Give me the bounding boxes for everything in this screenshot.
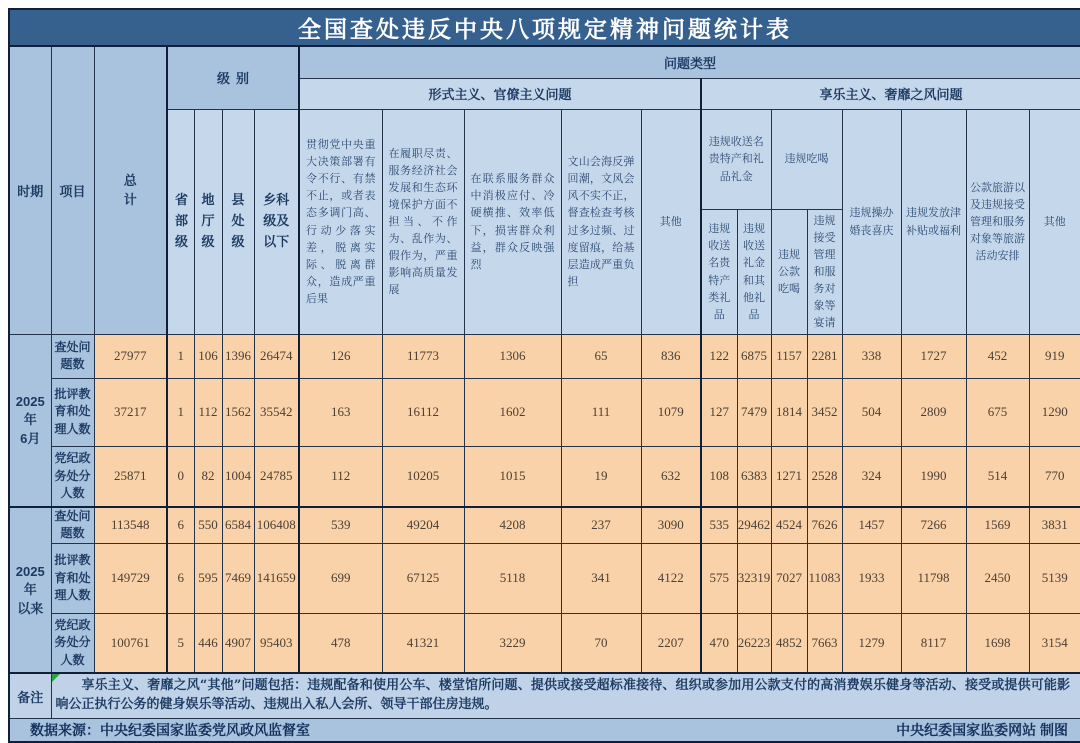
value-cell: 112 (299, 446, 382, 507)
value-cell: 4208 (464, 507, 561, 543)
value-cell: 341 (561, 543, 641, 613)
note-cell (51, 673, 1080, 718)
header-hedonism-group: 享乐主义、奢靡之风问题 (701, 78, 1080, 109)
header-dining-sub-1: 违规公款吃喝 (771, 209, 807, 334)
value-cell: 111 (561, 378, 641, 446)
header-total: 总计 (94, 46, 167, 334)
value-cell: 2450 (966, 543, 1029, 613)
row-label: 批评教育和处理人数 (51, 543, 94, 613)
header-level-group: 级别 (167, 46, 299, 109)
value-cell: 632 (641, 446, 701, 507)
value-cell: 24785 (254, 446, 299, 507)
value-cell: 7469 (222, 543, 254, 613)
value-cell: 82 (194, 446, 222, 507)
value-cell: 3831 (1029, 507, 1080, 543)
header-item: 项目 (51, 46, 94, 334)
value-cell: 4907 (222, 613, 254, 673)
value-cell: 5 (167, 613, 194, 673)
value-cell: 6875 (737, 334, 771, 378)
value-cell: 7479 (737, 378, 771, 446)
page-title: 全国查处违反中央八项规定精神问题统计表 (9, 9, 1080, 46)
value-cell: 4524 (771, 507, 807, 543)
value-cell: 1562 (222, 378, 254, 446)
value-cell: 11773 (382, 334, 464, 378)
value-cell: 106408 (254, 507, 299, 543)
value-cell: 1157 (771, 334, 807, 378)
value-cell: 113548 (94, 507, 167, 543)
value-cell: 1271 (771, 446, 807, 507)
value-cell: 8117 (901, 613, 966, 673)
statistics-table (8, 8, 1080, 743)
period-since-2025: 2025年 以来 (9, 507, 51, 673)
value-cell: 478 (299, 613, 382, 673)
value-cell: 112 (194, 378, 222, 446)
note-text: 享乐主义、奢靡之风“其他”问题包括：违规配备和使用公车、楼堂馆所问题、提供或接受超标准接待、组织或参加用公款支付的高消费娱乐健身等活动、接受或提供可能影响公正执行公务的健身娱乐等活动、违规出入私人会所、领导干部住房违规。 (55, 678, 1071, 713)
value-cell: 770 (1029, 446, 1080, 507)
value-cell: 7266 (901, 507, 966, 543)
value-cell: 7663 (807, 613, 842, 673)
value-cell: 149729 (94, 543, 167, 613)
value-cell: 595 (194, 543, 222, 613)
header-level-county: 县处级 (222, 109, 254, 334)
value-cell: 699 (299, 543, 382, 613)
value-cell: 1 (167, 334, 194, 378)
value-cell: 5118 (464, 543, 561, 613)
value-cell: 1079 (641, 378, 701, 446)
value-cell: 3229 (464, 613, 561, 673)
value-cell: 4122 (641, 543, 701, 613)
value-cell: 2528 (807, 446, 842, 507)
value-cell: 126 (299, 334, 382, 378)
header-gift-sub-1: 违规收送名贵特产类礼品 (701, 209, 737, 334)
value-cell: 26223 (737, 613, 771, 673)
period-2025-06: 2025年 6月 (9, 334, 51, 507)
excel-corner-marker-icon (52, 674, 60, 682)
value-cell: 141659 (254, 543, 299, 613)
value-cell: 2207 (641, 613, 701, 673)
value-cell: 446 (194, 613, 222, 673)
value-cell: 1727 (901, 334, 966, 378)
value-cell: 2281 (807, 334, 842, 378)
value-cell: 67125 (382, 543, 464, 613)
value-cell: 26474 (254, 334, 299, 378)
value-cell: 6 (167, 507, 194, 543)
value-cell: 1004 (222, 446, 254, 507)
value-cell: 16112 (382, 378, 464, 446)
value-cell: 106 (194, 334, 222, 378)
value-cell: 95403 (254, 613, 299, 673)
value-cell: 70 (561, 613, 641, 673)
value-cell: 35542 (254, 378, 299, 446)
value-cell: 338 (842, 334, 901, 378)
value-cell: 7626 (807, 507, 842, 543)
header-hedonism-travel: 公款旅游以及违规接受管理和服务对象等旅游活动安排 (966, 109, 1029, 334)
value-cell: 10205 (382, 446, 464, 507)
header-gift-sub-2: 违规收送礼金和其他礼品 (737, 209, 771, 334)
row-label: 查处问题数 (51, 334, 94, 378)
value-cell: 27977 (94, 334, 167, 378)
header-formalism-other: 其他 (641, 109, 701, 334)
header-gift-group: 违规收送名贵特产和礼品礼金 (701, 109, 771, 209)
value-cell: 29462 (737, 507, 771, 543)
header-hedonism-wedding: 违规操办婚丧喜庆 (842, 109, 901, 334)
value-cell: 37217 (94, 378, 167, 446)
value-cell: 19 (561, 446, 641, 507)
value-cell: 6 (167, 543, 194, 613)
header-level-prefecture: 地厅级 (194, 109, 222, 334)
value-cell: 1814 (771, 378, 807, 446)
header-formalism-col-1: 贯彻党中央重大决策部署有令不行、有禁不止，或者表态多调门高、行动少落实差，脱离实际、脱离群众，造成严重后果 (299, 109, 382, 334)
value-cell: 237 (561, 507, 641, 543)
value-cell: 539 (299, 507, 382, 543)
header-level-township: 乡科级及以下 (254, 109, 299, 334)
header-period: 时期 (9, 46, 51, 334)
header-formalism-group: 形式主义、官僚主义问题 (299, 78, 701, 109)
value-cell: 1306 (464, 334, 561, 378)
value-cell: 1698 (966, 613, 1029, 673)
value-cell: 11083 (807, 543, 842, 613)
value-cell: 2809 (901, 378, 966, 446)
value-cell: 1457 (842, 507, 901, 543)
row-label: 党纪政务处分人数 (51, 446, 94, 507)
value-cell: 675 (966, 378, 1029, 446)
value-cell: 1279 (842, 613, 901, 673)
value-cell: 6584 (222, 507, 254, 543)
value-cell: 550 (194, 507, 222, 543)
value-cell: 5139 (1029, 543, 1080, 613)
value-cell: 504 (842, 378, 901, 446)
value-cell: 3090 (641, 507, 701, 543)
value-cell: 122 (701, 334, 737, 378)
header-formalism-col-2: 在履职尽责、服务经济社会发展和生态环境保护方面不担当、不作为、乱作为、假作为，严重影响高质量发展 (382, 109, 464, 334)
value-cell: 3154 (1029, 613, 1080, 673)
credit-text: 中央纪委国家监委网站 制图 (896, 722, 1069, 739)
header-hedonism-allowance: 违规发放津补贴或福利 (901, 109, 966, 334)
row-label: 批评教育和处理人数 (51, 378, 94, 446)
value-cell: 127 (701, 378, 737, 446)
value-cell: 1 (167, 378, 194, 446)
value-cell: 3452 (807, 378, 842, 446)
header-formalism-col-4: 文山会海反弹回潮，文风会风不实不正，督查检查考核过多过频、过度留痕，给基层造成严重负担 (561, 109, 641, 334)
value-cell: 324 (842, 446, 901, 507)
header-level-province: 省部级 (167, 109, 194, 334)
value-cell: 575 (701, 543, 737, 613)
value-cell: 535 (701, 507, 737, 543)
row-label: 查处问题数 (51, 507, 94, 543)
value-cell: 108 (701, 446, 737, 507)
value-cell: 1990 (901, 446, 966, 507)
value-cell: 65 (561, 334, 641, 378)
value-cell: 1602 (464, 378, 561, 446)
value-cell: 1569 (966, 507, 1029, 543)
value-cell: 0 (167, 446, 194, 507)
value-cell: 49204 (382, 507, 464, 543)
note-label: 备注 (9, 673, 51, 718)
value-cell: 1933 (842, 543, 901, 613)
footer-bar (9, 718, 1080, 742)
value-cell: 1290 (1029, 378, 1080, 446)
value-cell: 41321 (382, 613, 464, 673)
value-cell: 1396 (222, 334, 254, 378)
value-cell: 4852 (771, 613, 807, 673)
header-dining-sub-2: 违规接受管理和服务对象等宴请 (807, 209, 842, 334)
value-cell: 100761 (94, 613, 167, 673)
header-hedonism-other: 其他 (1029, 109, 1080, 334)
value-cell: 25871 (94, 446, 167, 507)
value-cell: 32319 (737, 543, 771, 613)
header-problem-type: 问题类型 (299, 46, 1080, 78)
value-cell: 163 (299, 378, 382, 446)
header-dining-group: 违规吃喝 (771, 109, 842, 209)
value-cell: 514 (966, 446, 1029, 507)
value-cell: 919 (1029, 334, 1080, 378)
value-cell: 470 (701, 613, 737, 673)
value-cell: 11798 (901, 543, 966, 613)
value-cell: 836 (641, 334, 701, 378)
data-source-text: 数据来源：中央纪委国家监委党风政风监督室 (30, 722, 310, 739)
value-cell: 1015 (464, 446, 561, 507)
value-cell: 6383 (737, 446, 771, 507)
header-formalism-col-3: 在联系服务群众中消极应付、冷硬横推、效率低下，损害群众利益，群众反映强烈 (464, 109, 561, 334)
row-label: 党纪政务处分人数 (51, 613, 94, 673)
value-cell: 7027 (771, 543, 807, 613)
value-cell: 452 (966, 334, 1029, 378)
